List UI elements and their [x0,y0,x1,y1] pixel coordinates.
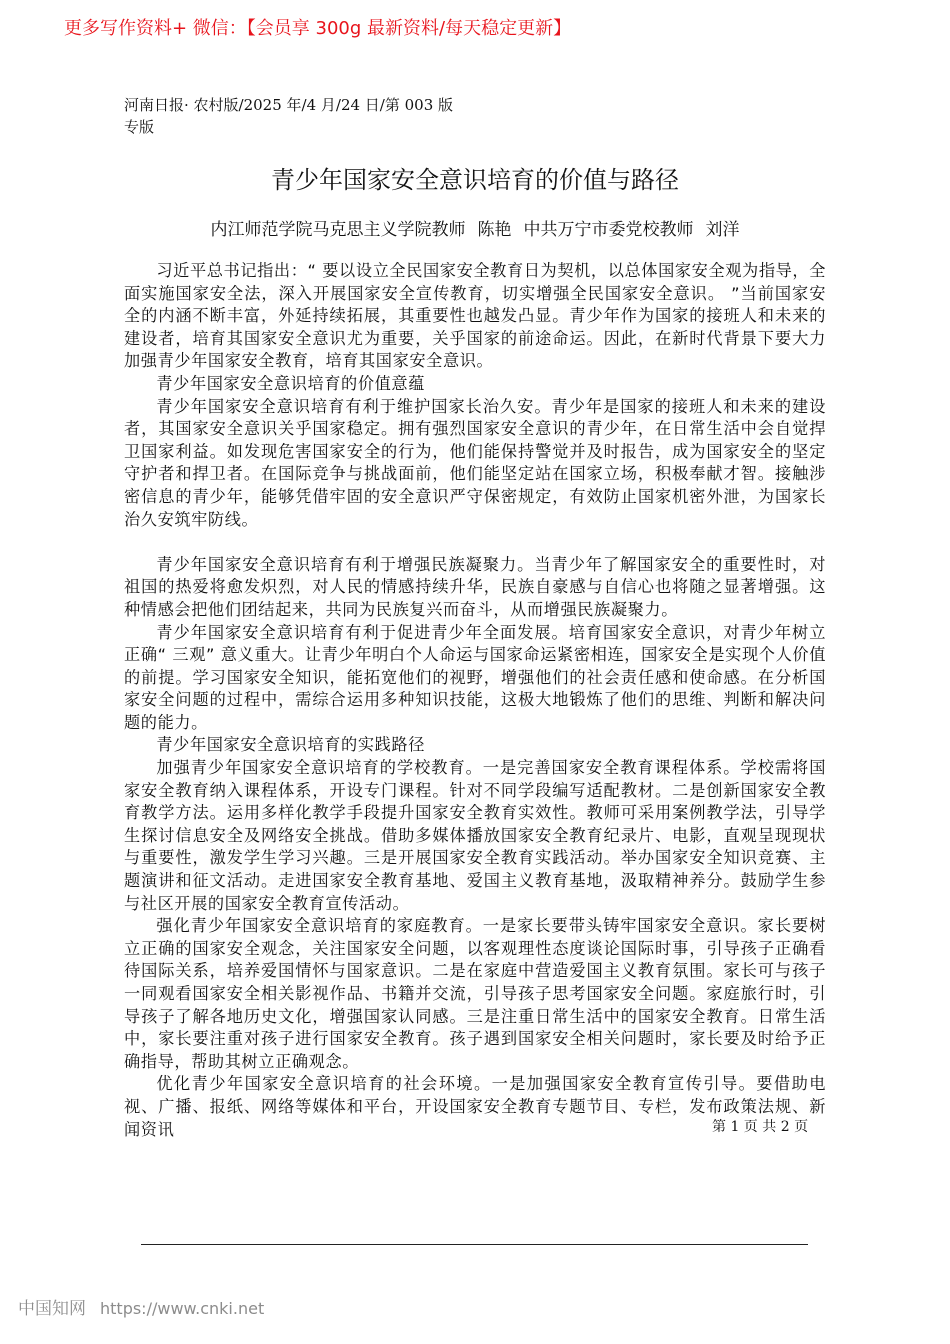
paragraph: 青少年国家安全意识培育有利于增强民族凝聚力。当青少年了解国家安全的重要性时，对祖国的热爱将愈发炽烈，对人民的情感持续升华，民族自豪感与自信心也将随之显著增强。这种情感会把他们团结起来，共同为民族复兴而奋斗，从而增强民族凝聚力。 [124,554,826,619]
paragraph: 强化青少年国家安全意识培育的家庭教育。一是家长要带头铸牢国家安全意识。家长要树立正确的国家安全观念，关注国家安全问题，以客观理性态度谈论国际时事，引导孩子正确看待国际关系，培养爱国情怀与国家意识。二是在家庭中营造爱国主义教育氛围。家长可与孩子一同观看国家安全相关影视作品、书籍并交流，引导孩子思考国家安全问题。家庭旅行时，引导孩子了解各地历史文化，增强国家认同感。三是注重日常生活中的国家安全教育。日常生活中，家长要注重对孩子进行国家安全教育。孩子遇到国家安全相关问题时，家长要及时给予正确指导，帮助其树立正确观念。 [124,916,826,1071]
article-title: 青少年国家安全意识培育的价值与路径 [271,166,679,194]
source-citation [124,94,453,138]
article-body [124,260,826,1141]
watermark-name: 中国知网 [18,1299,86,1319]
paragraph: 优化青少年国家安全意识培育的社会环境。一是加强国家安全教育宣传引导。要借助电视、广播、报纸、网络等媒体和平台，开设国家安全教育专题节目、专栏，发布政策法规、新闻资讯 [124,1074,826,1139]
section-heading: 青少年国家安全意识培育的实践路径 [156,735,425,755]
cnki-watermark [18,1294,264,1319]
author-name: 刘洋 [705,220,740,240]
footer-divider [141,1244,808,1245]
author-name: 陈艳 [477,220,512,240]
author-affiliation: 中共万宁市委党校教师 [523,220,694,240]
promo-banner: 更多写作资料+ 微信：【会员享 300g 最新资料/每天稳定更新】 [64,18,572,39]
section-heading: 青少年国家安全意识培育的价值意蕴 [156,373,425,393]
source-section: 专版 [124,118,155,136]
paragraph: 青少年国家安全意识培育有利于维护国家长治久安。青少年是国家的接班人和未来的建设者，其国家安全意识关乎国家稳定。拥有强烈国家安全意识的青少年，在日常生活中会自觉捍卫国家利益。如发现危害国家安全的行为，他们能保持警觉并及时报告，成为国家安全的坚定守护者和捍卫者。在国际竞争与挑战面前，他们能坚定站在国家立场，积极奉献才智。接触涉密信息的青少年，能够凭借牢固的安全意识严守保密规定，有效防止国家机密外泄，为国家长治久安筑牢防线。 [124,396,826,529]
source-line: 河南日报· 农村版/2025 年/4 月/24 日/第 003 版 [124,96,454,114]
paragraph: 加强青少年国家安全意识培育的学校教育。一是完善国家安全教育课程体系。学校需将国家安全教育纳入课程体系，开设专门课程。针对不同学段编写适配教材。二是创新国家安全教育教学方法。运用多样化教学手段提升国家安全教育实效性。教师可采用案例教学法，引导学生探讨信息安全及网络安全挑战。借助多媒体播放国家安全教育纪录片、电影，直观呈现现状与重要性，激发学生学习兴趣。三是开展国家安全教育实践活动。举办国家安全知识竞赛、主题演讲和征文活动。走进国家安全教育基地、爱国主义教育基地，汲取精神养分。鼓励学生参与社区开展的国家安全教育宣传活动。 [124,758,826,913]
paragraph-intro: 习近平总书记指出：“ 要以设立全民国家安全教育日为契机，以总体国家安全观为指导，全面实施国家安全法，深入开展国家安全宣传教育，切实增强全民国家安全意识。 ”当前国家安全的内涵不断丰富，外延持续拓展，其重要性也越发凸显。青少年作为国家的接班人和未来的建设者，培育其国家安全意识尤为重要，关乎国家的前途命运。因此，在新时代背景下要大力加强青少年国家安全教育，培育其国家安全意识。 [124,261,826,371]
paragraph: 青少年国家安全意识培育有利于促进青少年全面发展。培育国家安全意识，对青少年树立正确“ 三观” 意义重大。让青少年明白个人命运与国家命运紧密相连，国家安全是实现个人价值的前提。学习国家安全知识，能拓宽他们的视野，增强他们的社会责任感和使命感。在分析国家安全问题的过程中，需综合运用多种知识技能，这极大地锻炼了他们的思维、判断和解决问题的能力。 [124,622,826,732]
watermark-url: https://www.cnki.net [100,1299,265,1318]
author-affiliation: 内江师范学院马克思主义学院教师 [210,220,466,240]
page-indicator: 第 1 页 共 2 页 [712,1119,809,1135]
article-authors [0,215,950,240]
